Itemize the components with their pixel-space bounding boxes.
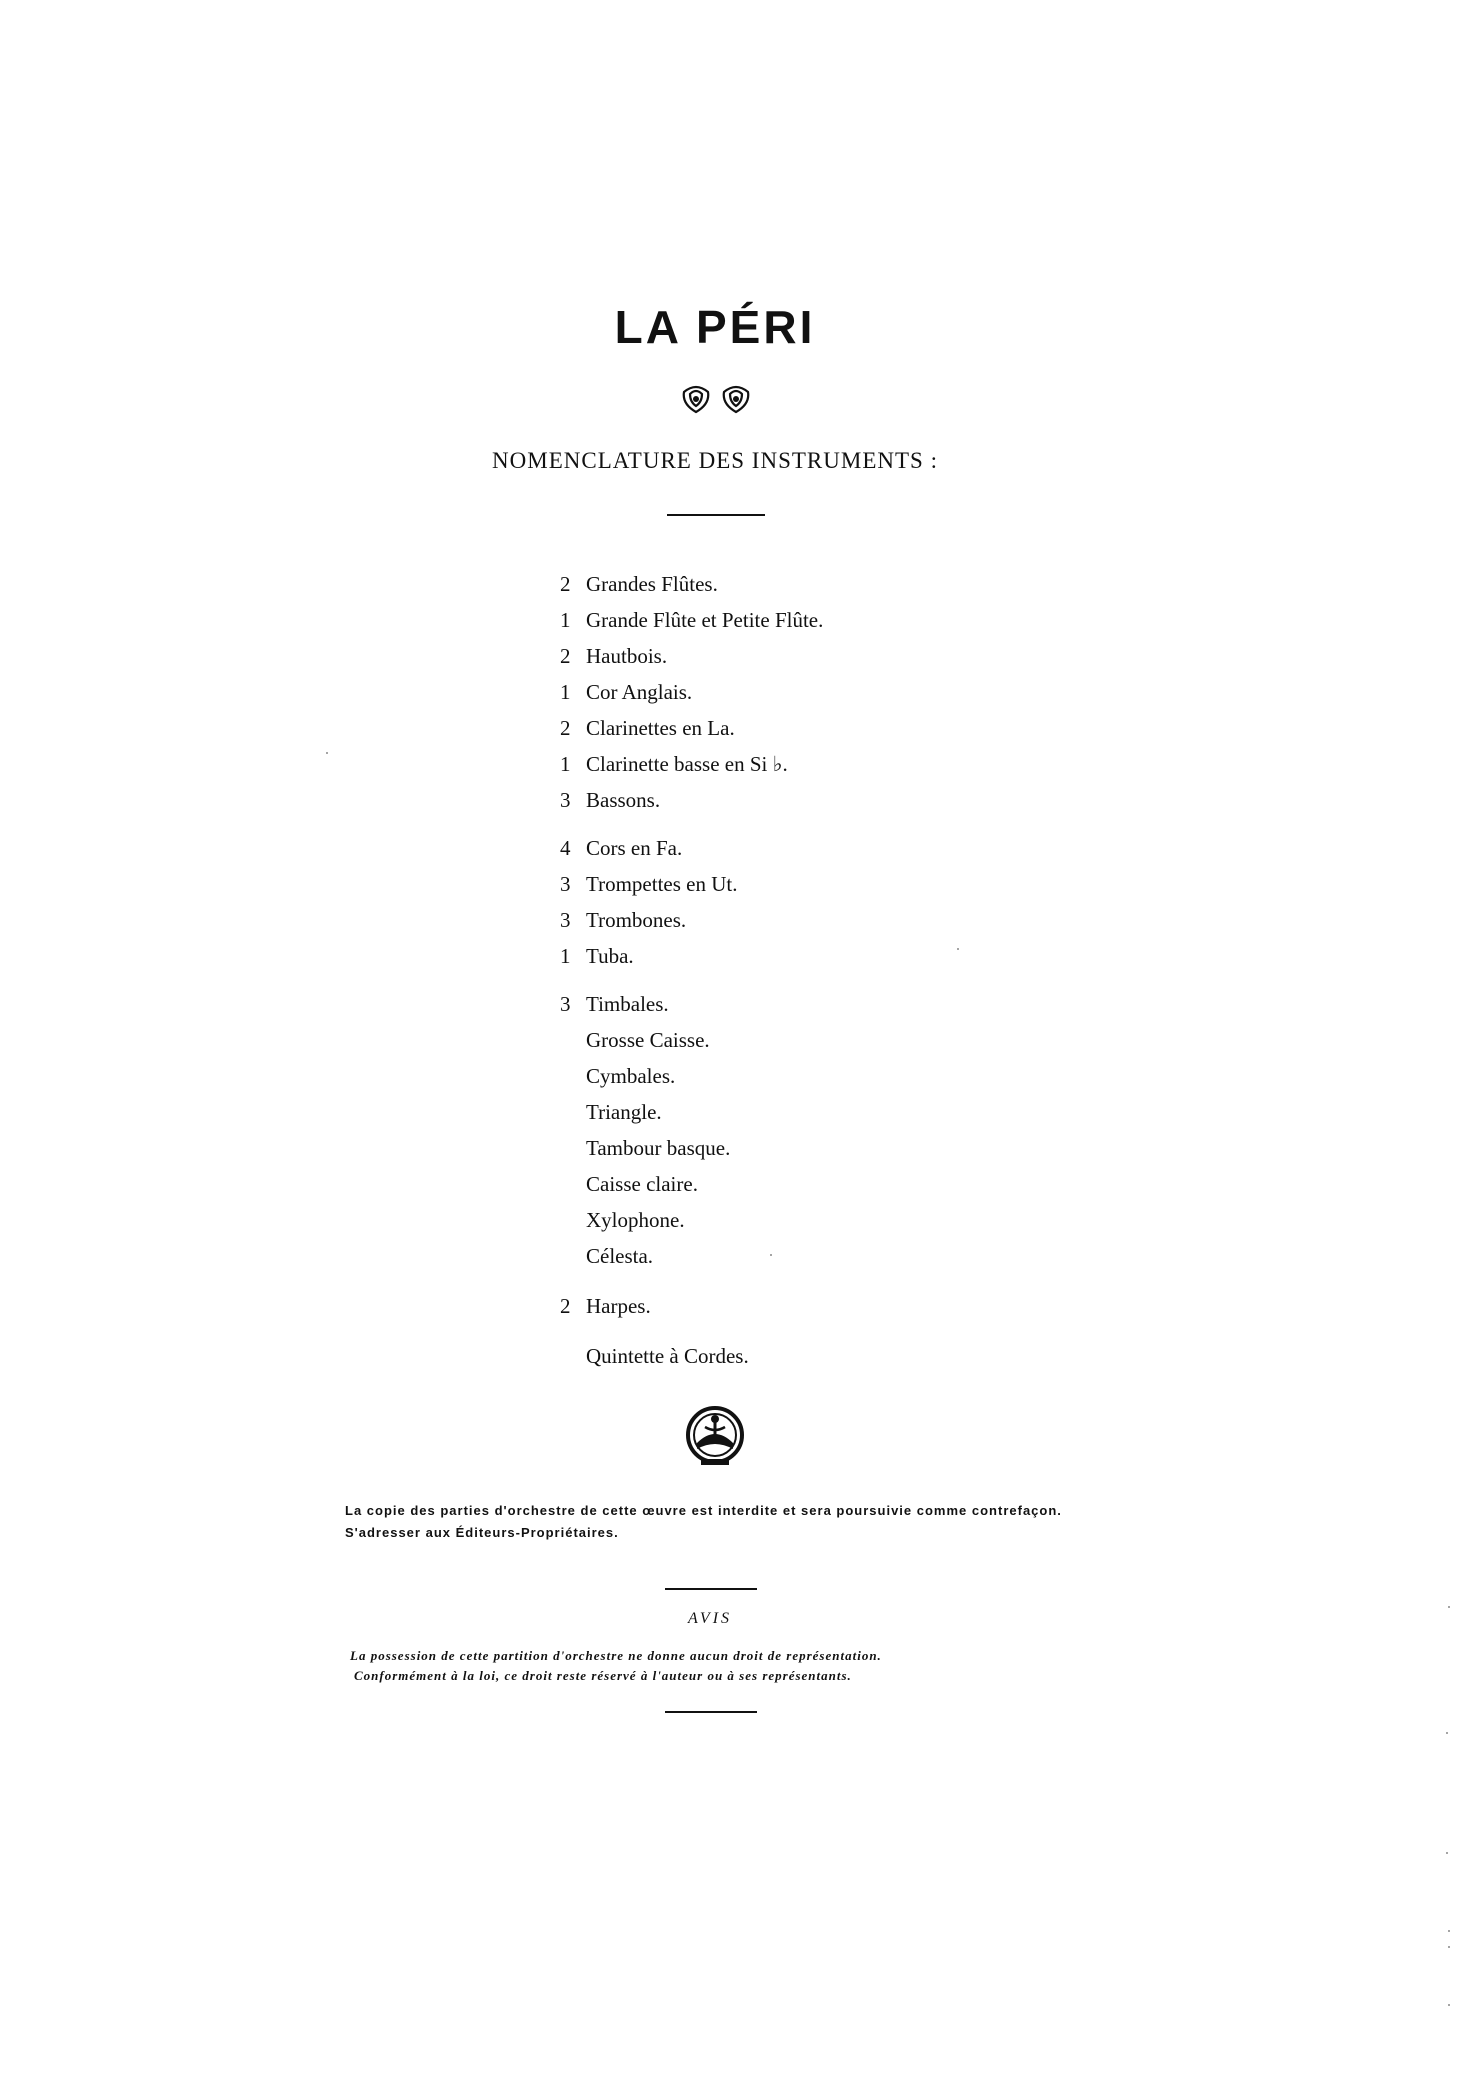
instrument-name: Xylophone. — [586, 1208, 685, 1232]
avis-line: Conformément à la loi, ce droit reste réservé à l'auteur ou à ses représentants. — [354, 1668, 852, 1683]
twin-flower-ornament — [676, 382, 756, 416]
instrument-name: Clarinette basse en Si ♭. — [586, 752, 788, 776]
page-title: LA PÉRI — [614, 301, 816, 353]
instrument-row — [560, 866, 1060, 902]
instrument-count: 4 — [560, 836, 571, 860]
instrument-name: Tuba. — [586, 944, 634, 968]
instrument-list — [560, 566, 1060, 1374]
instrument-count: 1 — [560, 680, 571, 704]
avis-text — [350, 1646, 1150, 1686]
instrument-name: Trompettes en Ut. — [586, 872, 738, 896]
instrument-name: Cors en Fa. — [586, 836, 683, 860]
scan-speck — [1448, 2004, 1450, 2006]
instrument-name: Grosse Caisse. — [586, 1028, 710, 1052]
notice-line: La copie des parties d'orchestre de cette œuvre est interdite et sera poursuivie comme contrefaçon. — [345, 1503, 1062, 1518]
instrument-row — [560, 1202, 1060, 1238]
scan-speck — [1446, 1852, 1448, 1854]
scan-speck — [1446, 1732, 1448, 1734]
instrument-name: Cor Anglais. — [586, 680, 693, 704]
instrument-row — [560, 1166, 1060, 1202]
scan-speck — [326, 752, 328, 754]
instrument-row — [560, 566, 1060, 602]
scan-speck — [957, 948, 959, 950]
instrument-row — [560, 1238, 1060, 1274]
instrument-row — [560, 1338, 1060, 1374]
avis-line: La possession de cette partition d'orchestre ne donne aucun droit de représentation. — [350, 1648, 882, 1663]
instrument-count: 3 — [560, 872, 571, 896]
instrument-count: 1 — [560, 944, 571, 968]
instrument-name: Harpes. — [586, 1294, 651, 1318]
instrument-row — [560, 638, 1060, 674]
instrument-name: Timbales. — [586, 992, 669, 1016]
instrument-count: 2 — [560, 716, 571, 740]
instrument-row — [560, 1130, 1060, 1166]
instrument-name: Trombones. — [586, 908, 687, 932]
divider — [667, 514, 765, 516]
instrument-name: Caisse claire. — [586, 1172, 698, 1196]
instrument-name: Grande Flûte et Petite Flûte. — [586, 608, 824, 632]
instrument-row — [560, 674, 1060, 710]
instrument-count: 3 — [560, 788, 571, 812]
instrument-name: Clarinettes en La. — [586, 716, 735, 740]
instrument-name: Triangle. — [586, 1100, 662, 1124]
nomenclature-heading: NOMENCLATURE DES INSTRUMENTS : — [492, 448, 938, 473]
instrument-count: 3 — [560, 908, 571, 932]
copyright-notice — [300, 1500, 1110, 1544]
instrument-name: Quintette à Cordes. — [586, 1344, 749, 1368]
scan-speck — [1448, 1930, 1450, 1932]
instrument-row — [560, 710, 1060, 746]
instrument-name: Cymbales. — [586, 1064, 676, 1088]
instrument-row — [560, 986, 1060, 1022]
notice-line: S'adresser aux Éditeurs-Propriétaires. — [345, 1525, 619, 1540]
instrument-count: 3 — [560, 992, 571, 1016]
instrument-count: 2 — [560, 1294, 571, 1318]
instrument-row — [560, 1094, 1060, 1130]
instrument-count: 1 — [560, 608, 571, 632]
instrument-row — [560, 746, 1060, 782]
scan-speck — [1448, 1606, 1450, 1608]
instrument-row — [560, 830, 1060, 866]
instrument-row — [560, 602, 1060, 638]
publisher-emblem-icon — [683, 1405, 747, 1469]
instrument-name: Célesta. — [586, 1244, 654, 1268]
instrument-name: Hautbois. — [586, 644, 668, 668]
instrument-row — [560, 1022, 1060, 1058]
instrument-row — [560, 1288, 1060, 1324]
instrument-count: 1 — [560, 752, 571, 776]
instrument-name: Grandes Flûtes. — [586, 572, 718, 596]
instrument-name: Bassons. — [586, 788, 661, 812]
instrument-count: 2 — [560, 572, 571, 596]
scan-speck — [770, 1254, 772, 1256]
divider — [665, 1588, 757, 1590]
avis-heading: AVIS — [687, 1610, 733, 1627]
instrument-row — [560, 782, 1060, 818]
scan-speck — [1448, 1946, 1450, 1948]
instrument-row — [560, 1058, 1060, 1094]
instrument-name: Tambour basque. — [586, 1136, 731, 1160]
instrument-count: 2 — [560, 644, 571, 668]
instrument-row — [560, 938, 1060, 974]
instrument-row — [560, 902, 1060, 938]
divider — [665, 1711, 757, 1713]
